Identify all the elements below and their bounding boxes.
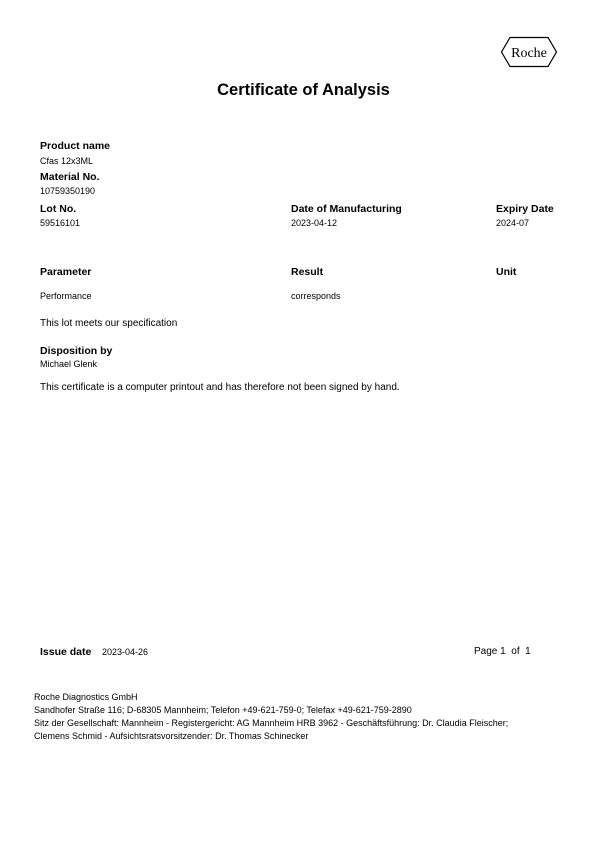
result-header: Result <box>291 266 324 278</box>
issue-date-value: 2023-04-26 <box>102 647 149 657</box>
unit-header: Unit <box>496 266 517 278</box>
expiry-date-value: 2024-07 <box>496 218 530 228</box>
footer-registry-line-2: Clemens Schmid - Aufsichtsratsvorsitzender: Dr. Thomas Schinecker <box>34 731 309 741</box>
material-no-value: 10759350190 <box>40 186 96 196</box>
material-no-label: Material No. <box>40 171 100 183</box>
page-number: Page 1 of 1 <box>474 646 531 657</box>
footer-registry-line-1: Sitz der Gesellschaft: Mannheim - Registergericht: AG Mannheim HRB 3962 - Geschäftsführung: Dr. Claudia Fleischer; <box>34 718 509 728</box>
manufacturing-date-value: 2023-04-12 <box>291 218 338 228</box>
footer-address: Sandhofer Straße 116; D-68305 Mannheim; Telefon +49-621-759-0; Telefax +49-621-759-2890 <box>34 705 412 715</box>
lot-no-value: 59516101 <box>40 218 81 228</box>
manufacturing-date-label: Date of Manufacturing <box>291 203 402 215</box>
printout-note: This certificate is a computer printout and has therefore not been signed by hand. <box>40 382 400 393</box>
parameter-cell: Performance <box>40 291 92 301</box>
specification-statement: This lot meets our specification <box>40 318 178 329</box>
roche-logo-text: Roche <box>511 46 547 61</box>
disposition-label: Disposition by <box>40 345 113 357</box>
parameter-header: Parameter <box>40 266 92 278</box>
disposition-value: Michael Glenk <box>40 359 98 369</box>
page-title: Certificate of Analysis <box>217 81 390 99</box>
issue-date-label: Issue date <box>40 646 92 658</box>
expiry-date-label: Expiry Date <box>496 203 554 215</box>
product-name-value: Cfas 12x3ML <box>40 156 94 166</box>
product-name-label: Product name <box>40 140 111 152</box>
result-cell: corresponds <box>291 291 341 301</box>
company-footer <box>34 691 508 743</box>
lot-no-label: Lot No. <box>40 203 77 215</box>
footer-company-name: Roche Diagnostics GmbH <box>34 692 138 702</box>
roche-logo <box>500 36 558 68</box>
